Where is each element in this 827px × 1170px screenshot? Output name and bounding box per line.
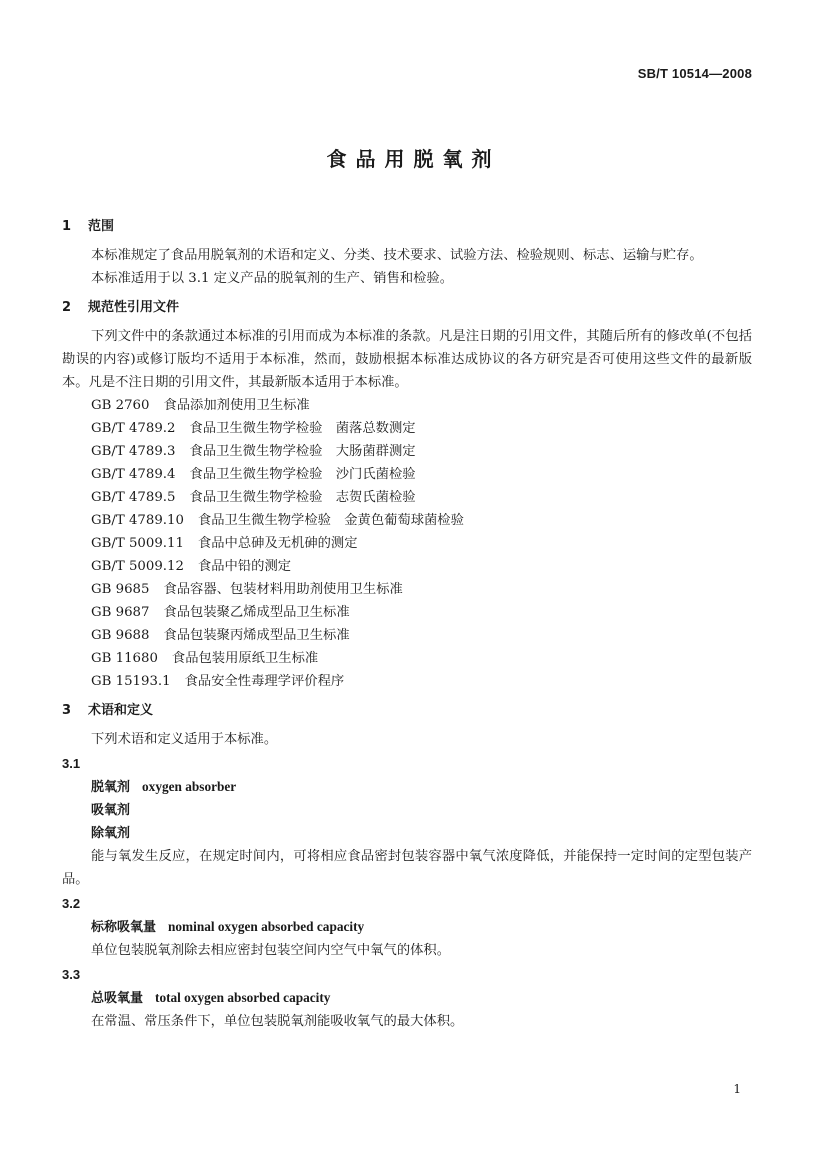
reference-code: GB/T 5009.12 xyxy=(91,559,184,574)
clause-number: 3.1 xyxy=(62,756,81,771)
reference-code: GB/T 4789.5 xyxy=(91,490,176,505)
section-number: 2 xyxy=(62,300,72,315)
reference-item xyxy=(62,394,752,417)
section-title: 术语和定义 xyxy=(88,703,154,718)
reference-item xyxy=(62,555,752,578)
clause-number: 3.3 xyxy=(62,967,81,982)
document-body xyxy=(62,209,752,1033)
section-heading-terms xyxy=(62,699,752,722)
reference-title: 食品添加剂使用卫生标准 xyxy=(163,398,310,413)
term-english: total oxygen absorbed capacity xyxy=(155,990,331,1005)
section-heading-normative xyxy=(62,296,752,319)
term-definition: 在常温、常压条件下，单位包装脱氧剂能吸收氧气的最大体积。 xyxy=(91,1014,464,1029)
reference-code: GB 15193.1 xyxy=(91,674,171,689)
term-entry xyxy=(62,986,752,1010)
reference-code: GB/T 5009.11 xyxy=(91,536,184,551)
reference-code: GB 9685 xyxy=(91,582,150,597)
section-title: 范围 xyxy=(88,219,115,234)
standard-code: SB/T 10514—2008 xyxy=(637,66,752,81)
reference-item xyxy=(62,578,752,601)
reference-item xyxy=(62,532,752,555)
reference-item xyxy=(62,417,752,440)
reference-item xyxy=(62,647,752,670)
reference-item xyxy=(62,440,752,463)
term-synonym xyxy=(62,822,752,845)
reference-code: GB/T 4789.3 xyxy=(91,444,176,459)
reference-code: GB/T 4789.4 xyxy=(91,467,176,482)
reference-list xyxy=(62,394,752,693)
reference-title: 食品卫生微生物学检验 菌落总数测定 xyxy=(189,421,416,436)
reference-code: GB 9688 xyxy=(91,628,150,643)
reference-code: GB 11680 xyxy=(91,651,158,666)
section-number: 3 xyxy=(62,703,72,718)
scope-paragraph: 本标准适用于以 3.1 定义产品的脱氧剂的生产、销售和检验。 xyxy=(91,271,454,286)
reference-title: 食品卫生微生物学检验 金黄色葡萄球菌检验 xyxy=(197,513,464,528)
reference-code: GB/T 4789.2 xyxy=(91,421,176,436)
section-title: 规范性引用文件 xyxy=(88,300,180,315)
synonym-text: 吸氧剂 xyxy=(91,803,131,818)
term-entry xyxy=(62,915,752,939)
reference-title: 食品中铅的测定 xyxy=(197,559,292,574)
term-chinese: 总吸氧量 xyxy=(91,991,144,1006)
scope-paragraph: 本标准规定了食品用脱氧剂的术语和定义、分类、技术要求、试验方法、检验规则、标志、运输与贮存。 xyxy=(91,248,703,263)
reference-item xyxy=(62,670,752,693)
section-number: 1 xyxy=(62,219,72,234)
synonym-text: 除氧剂 xyxy=(91,826,131,841)
reference-title: 食品容器、包装材料用助剂使用卫生标准 xyxy=(163,582,403,597)
reference-code: GB/T 4789.10 xyxy=(91,513,184,528)
reference-title: 食品中总砷及无机砷的测定 xyxy=(197,536,358,551)
reference-title: 食品包装聚丙烯成型品卫生标准 xyxy=(163,628,350,643)
reference-item xyxy=(62,486,752,509)
reference-title: 食品包装用原纸卫生标准 xyxy=(171,651,319,666)
section-heading-scope xyxy=(62,215,752,238)
term-definition: 能与氧发生反应，在规定时间内，可将相应食品密封包装容器中氧气浓度降低，并能保持一定时间的定型包装产品。 xyxy=(62,849,752,887)
reference-title: 食品安全性毒理学评价程序 xyxy=(184,674,345,689)
term-synonym xyxy=(62,799,752,822)
reference-item xyxy=(62,624,752,647)
reference-title: 食品包装聚乙烯成型品卫生标准 xyxy=(163,605,350,620)
reference-item xyxy=(62,509,752,532)
reference-title: 食品卫生微生物学检验 沙门氏菌检验 xyxy=(189,467,416,482)
term-english: oxygen absorber xyxy=(142,779,237,794)
term-chinese: 标称吸氧量 xyxy=(91,920,157,935)
clause-number: 3.2 xyxy=(62,896,81,911)
page-number: 1 xyxy=(733,1082,741,1096)
reference-code: GB 2760 xyxy=(91,398,150,413)
reference-code: GB 9687 xyxy=(91,605,150,620)
normative-intro: 下列文件中的条款通过本标准的引用而成为本标准的条款。凡是注日期的引用文件，其随后所有的修改单(不包括勘误的内容)或修订版均不适用于本标准，然而，鼓励根据本标准达成协议的各方研究是否可使用这些文件的最新版本。凡是不注日期的引用文件，其最新版本适用于本标准。 xyxy=(62,329,752,390)
reference-title: 食品卫生微生物学检验 大肠菌群测定 xyxy=(189,444,416,459)
reference-item xyxy=(62,463,752,486)
reference-title: 食品卫生微生物学检验 志贺氏菌检验 xyxy=(189,490,416,505)
terms-intro: 下列术语和定义适用于本标准。 xyxy=(91,732,278,747)
term-entry xyxy=(62,775,752,799)
document-title: 食品用脱氧剂 xyxy=(326,147,501,171)
term-english: nominal oxygen absorbed capacity xyxy=(168,919,365,934)
term-chinese: 脱氧剂 xyxy=(91,780,131,795)
term-definition: 单位包装脱氧剂除去相应密封包装空间内空气中氧气的体积。 xyxy=(91,943,451,958)
reference-item xyxy=(62,601,752,624)
